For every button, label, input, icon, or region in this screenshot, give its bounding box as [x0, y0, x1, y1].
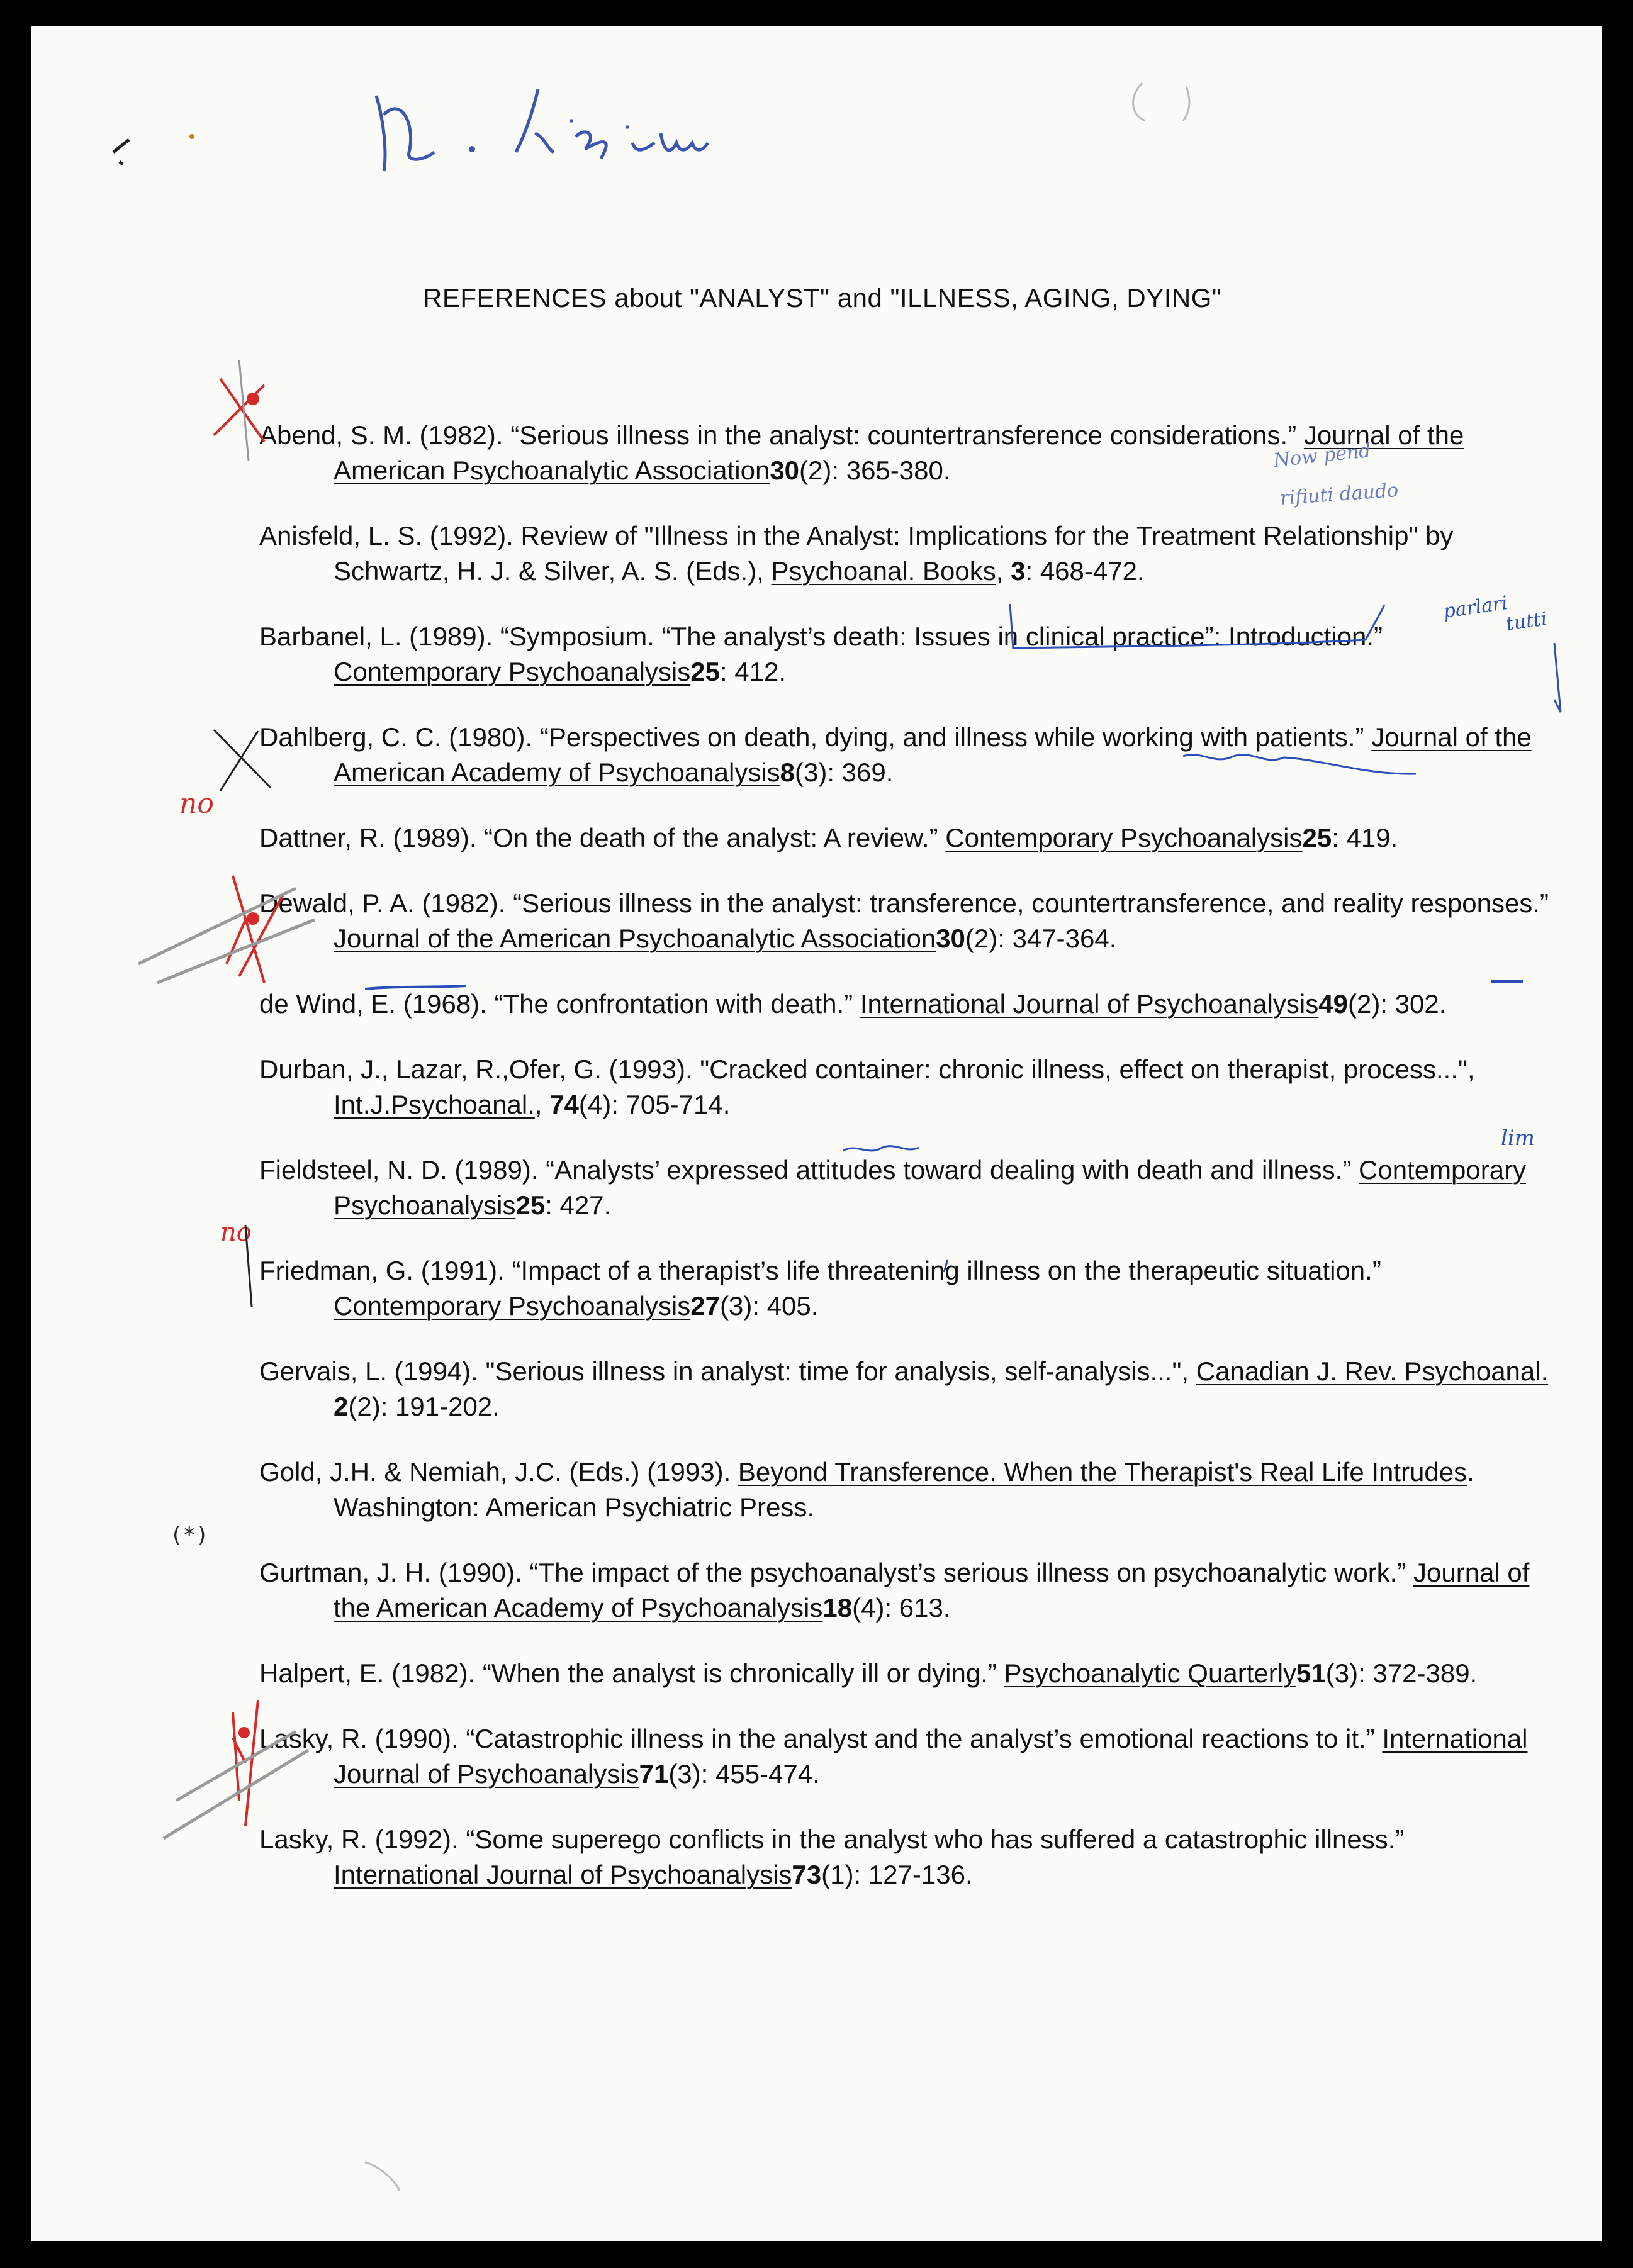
reference-author: Durban, J., Lazar, R.,Ofer, G. (1993). [259, 1054, 693, 1084]
reference-author: Barbanel, L. (1989). [259, 622, 493, 651]
reference-volume: 3 [1011, 556, 1026, 586]
reference-entry [259, 1253, 1549, 1324]
reference-title: “Perspectives on death, dying, and illness while working with patients.” [532, 722, 1372, 752]
reference-title: "Cracked container: chronic illness, effect on therapist, process...", [692, 1054, 1475, 1084]
reference-author: de Wind, E. (1968). [259, 989, 487, 1019]
reference-entry [259, 1656, 1549, 1691]
svg-text:no: no [179, 788, 214, 820]
reference-journal: Journal of the American Academy of Psychoanalysis [334, 1558, 1530, 1623]
handwritten-signature [31, 26, 1602, 228]
reference-pages: (3): 372-389. [1325, 1658, 1478, 1688]
reference-title: “Impact of a therapist’s life threatening illness on the therapeutic situation.” [504, 1256, 1381, 1285]
reference-pages: (4): 613. [852, 1593, 951, 1623]
reference-journal: Psychoanal. Books [771, 556, 996, 586]
reference-author: Friedman, G. (1991). [259, 1256, 505, 1285]
reference-author: Lasky, R. (1992). [259, 1824, 459, 1854]
reference-author: Gervais, L. (1994). [259, 1356, 478, 1386]
reference-author: Dewald, P. A. (1982). [259, 888, 506, 918]
reference-author: Gurtman, J. H. (1990). [259, 1558, 522, 1587]
red-cross-mark-abend [214, 360, 264, 461]
reference-journal: Int.J.Psychoanal. [334, 1090, 535, 1119]
reference-title: “Symposium. “The analyst’s death: Issues in clinical practice”: Introduction.” [493, 622, 1383, 651]
reference-author: Halpert, E. (1982). [259, 1658, 476, 1688]
reference-volume: 25 [690, 657, 720, 686]
reference-journal: Contemporary Psychoanalysis [334, 657, 691, 686]
reference-pages: (2): 302. [1347, 989, 1447, 1019]
reference-pages: (3): 369. [795, 757, 894, 787]
reference-pages: (3): 455-474. [668, 1759, 820, 1789]
reference-journal: Journal of the American Academy of Psychoanalysis [334, 722, 1532, 787]
reference-entry [259, 820, 1549, 856]
reference-journal: Journal of the American Psychoanalytic Association [334, 924, 936, 953]
svg-text:lim: lim [1501, 1126, 1535, 1151]
reference-separator: , [996, 556, 1011, 586]
reference-title: “The impact of the psychoanalyst’s serious illness on psychoanalytic work.” [522, 1558, 1413, 1587]
reference-pages: (3): 405. [719, 1291, 819, 1321]
page-title: REFERENCES about "ANALYST" and "ILLNESS, AGING, DYING" [423, 283, 1222, 313]
reference-author: Dattner, R. (1989). [259, 823, 477, 852]
reference-journal: International Journal of Psychoanalysis [334, 1860, 792, 1889]
svg-text:Now pend: Now pend [1272, 439, 1372, 472]
reference-title: “When the analyst is chronically ill or dying.” [475, 1658, 1004, 1688]
reference-journal: International Journal of Psychoanalysis [334, 1724, 1528, 1789]
reference-entry [259, 418, 1549, 488]
reference-entry [259, 1052, 1549, 1122]
reference-pages: : 427. [545, 1190, 612, 1220]
reference-title [731, 1457, 738, 1487]
reference-journal: Contemporary Psychoanalysis [945, 823, 1303, 852]
reference-journal: Canadian J. Rev. Psychoanal. [1196, 1356, 1549, 1386]
reference-entry [259, 1555, 1549, 1626]
reference-title: “Serious illness in the analyst: countertransference considerations.” [503, 420, 1304, 450]
reference-journal: Beyond Transference. When the Therapist's Real Life Intrudes [738, 1457, 1467, 1487]
reference-journal: Journal of the American Psychoanalytic Association [334, 420, 1464, 485]
reference-entry [259, 886, 1549, 956]
reference-separator: , [534, 1090, 550, 1119]
reference-author: Gold, J.H. & Nemiah, J.C. (Eds.) (1993). [259, 1457, 731, 1487]
reference-volume: 73 [792, 1860, 822, 1889]
reference-pages: (2): 347-364. [965, 924, 1117, 953]
svg-text:parlari: parlari [1442, 591, 1509, 623]
reference-volume: 30 [936, 924, 965, 953]
svg-text:rifiuti daudo: rifiuti daudo [1279, 479, 1400, 510]
reference-title: “Analysts’ expressed attitudes toward dealing with death and illness.” [538, 1155, 1359, 1185]
document-page [31, 26, 1602, 2241]
reference-volume: 71 [639, 1759, 669, 1789]
reference-entry [259, 619, 1549, 690]
reference-title: “Serious illness in the analyst: transference, countertransference, and reality responses.” [505, 888, 1549, 918]
reference-volume: 27 [690, 1291, 720, 1321]
reference-title: “Some superego conflicts in the analyst who has suffered a catastrophic illness.” [458, 1824, 1405, 1854]
reference-journal: Contemporary Psychoanalysis [334, 1155, 1527, 1220]
reference-journal: Psychoanalytic Quarterly [1004, 1658, 1297, 1688]
reference-volume: 51 [1296, 1658, 1326, 1688]
reference-pages: (2): 191-202. [348, 1392, 500, 1421]
reference-author: Lasky, R. (1990). [259, 1724, 459, 1753]
reference-author: Dahlberg, C. C. (1980). [259, 722, 533, 752]
reference-pages: : 419. [1332, 823, 1398, 852]
reference-entry [259, 518, 1549, 589]
reference-title: “The confrontation with death.” [486, 989, 860, 1019]
reference-author: Abend, S. M. (1982). [259, 420, 503, 450]
svg-text:tutti: tutti [1505, 608, 1549, 635]
svg-text:no: no [220, 1218, 252, 1247]
reference-pages: . Washington: American Psychiatric Press. [334, 1457, 1474, 1522]
reference-pages: (1): 127-136. [821, 1860, 973, 1889]
reference-volume: 74 [549, 1090, 579, 1119]
reference-pages: (2): 365-380. [799, 455, 951, 485]
reference-title: "Serious illness in analyst: time for analysis, self-analysis...", [478, 1356, 1196, 1386]
reference-pages: : 412. [719, 657, 787, 686]
reference-author: Anisfeld, L. S. (1992). [259, 521, 513, 550]
reference-journal: Contemporary Psychoanalysis [334, 1291, 691, 1321]
reference-volume: 30 [770, 455, 800, 485]
reference-entry [259, 1455, 1549, 1525]
reference-author: Fieldsteel, N. D. (1989). [259, 1155, 539, 1185]
reference-volume: 25 [515, 1190, 546, 1220]
reference-entry [259, 1354, 1549, 1424]
reference-journal: International Journal of Psychoanalysis [860, 989, 1319, 1019]
reference-entry [259, 720, 1549, 790]
reference-pages: : 468-472. [1025, 556, 1145, 586]
reference-volume: 2 [334, 1392, 349, 1421]
reference-volume: 8 [780, 757, 795, 787]
reference-title: Review of "Illness in the Analyst: Implications for the Treatment Relationship" by Schwartz, H. J. & Silver, A. S. (Eds.), [334, 521, 1454, 586]
reference-entry [259, 1721, 1549, 1792]
reference-list [259, 391, 1549, 1923]
reference-entry [259, 1153, 1549, 1223]
reference-title: “Catastrophic illness in the analyst and the analyst’s emotional reactions to it.” [458, 1724, 1383, 1753]
reference-entry [259, 986, 1549, 1022]
reference-volume: 18 [822, 1593, 853, 1623]
reference-entry [259, 1822, 1549, 1892]
reference-pages: (4): 705-714. [578, 1090, 731, 1119]
reference-volume: 49 [1318, 989, 1348, 1019]
margin-note-gold: (*) [170, 1522, 209, 1548]
reference-title: “On the death of the analyst: A review.” [476, 823, 946, 852]
reference-volume: 25 [1302, 823, 1332, 852]
